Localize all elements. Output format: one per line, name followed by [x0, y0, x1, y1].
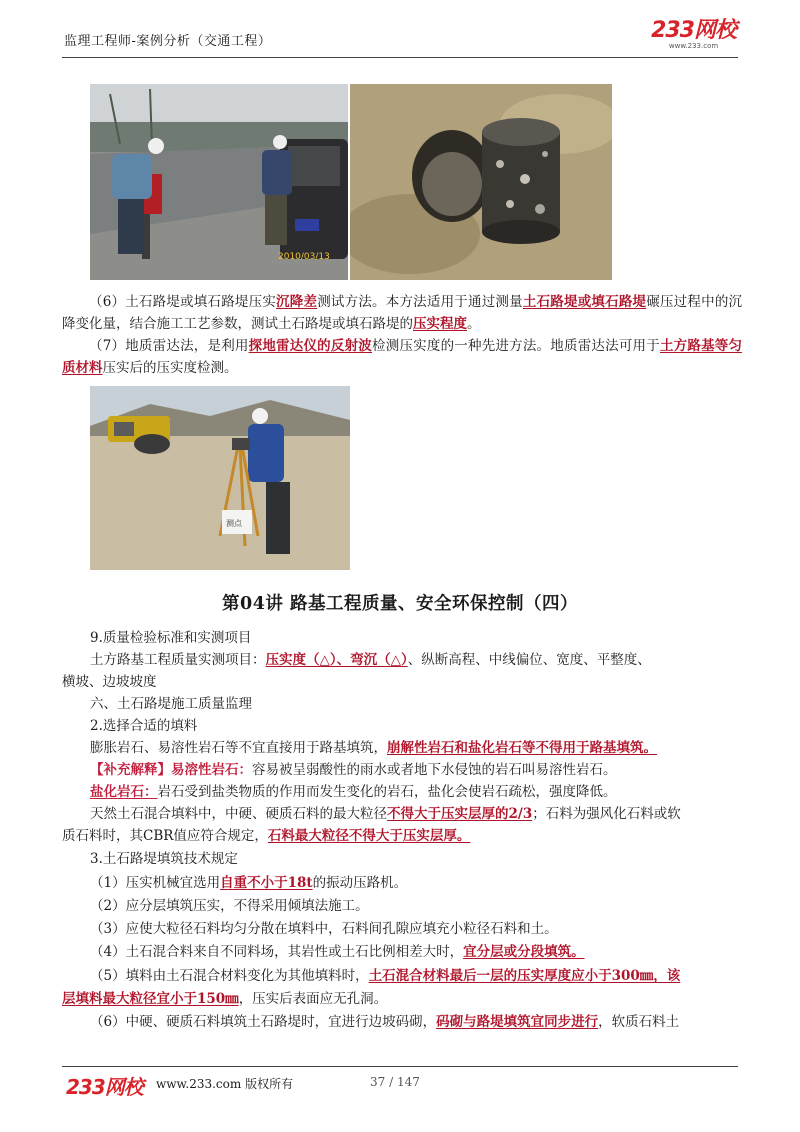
l15-text-a: （4）土石混合料来自不同料场，其岩性或土石比例相差大时，: [90, 944, 464, 960]
p7-keyword-2: 土方路基等匀质材料: [62, 338, 743, 376]
p7-text-b: 检测压实度的一种先进方法。地质雷达法可用于: [372, 338, 660, 354]
page-number: 37 / 147: [370, 1075, 420, 1089]
l2-keyword: 压实度（△）、弯沉（△）: [265, 652, 408, 668]
l9-text-a: 天然土石混合填料中，中硬、硬质石料的最大粒径: [90, 806, 387, 822]
l10-text-a: 质石料时，其CBR值应符合规定，: [62, 828, 268, 844]
l18-keyword: 码砌与路堤填筑宜同步进行: [436, 1014, 599, 1030]
p7-keyword-1: 探地雷达仪的反射波: [248, 338, 373, 354]
footer-copyright: www.233.com 版权所有: [156, 1077, 294, 1091]
l7-text: 容易被呈弱酸性的雨水或者地下水侵蚀的岩石叫易溶性岩石。: [252, 762, 617, 778]
l12-keyword: 自重不小于18t: [220, 875, 313, 891]
p7-text-c: 压实后的压实度检测。: [102, 360, 238, 376]
rule-item-5: [90, 965, 680, 987]
photo-core-sample: [350, 84, 612, 280]
l17-keyword: 层填料最大粒径宜小于150㎜: [62, 991, 239, 1007]
header-rule: [62, 57, 738, 58]
photo-gpr-survey: [90, 386, 350, 570]
l17-text: ，压实后表面应无孔洞。: [238, 991, 388, 1007]
rule-item-5-cont: [62, 988, 387, 1010]
heading-earth-rock-embankment: 六、土石路堤施工质量监理: [90, 696, 252, 712]
l16-text-a: （5）填料由土石混合材料变化为其他填料时，: [90, 968, 369, 984]
l12-text-b: 的振动压路机。: [312, 875, 408, 891]
line-unsuitable-rocks: [90, 737, 657, 759]
l12-text-a: （1）压实机械宜选用: [90, 875, 221, 891]
l10-keyword: 石料最大粒径不得大于压实层厚。: [267, 828, 471, 844]
p6-keyword-2: 土石路堤或填石路堤: [522, 294, 647, 310]
l8-highlight: 盐化岩石：: [90, 784, 158, 800]
l6-text-a: 膨胀岩石、易溶性岩石等不宜直接用于路基填筑，: [90, 740, 387, 756]
l18-text-b: ，软质石料土: [598, 1014, 680, 1030]
line-max-particle: [90, 803, 681, 825]
l2-text-b: 、纵断高程、中线偏位、宽度、平整度、: [407, 652, 651, 668]
heading-fill-rules: 3.土石路堤填筑技术规定: [90, 851, 238, 867]
line-salinized-rock: [90, 781, 617, 803]
l15-keyword: 宜分层或分段填筑。: [463, 944, 585, 960]
photo-date-stamp: 2010/03/13: [278, 252, 330, 262]
photo-settlement-test: [90, 84, 348, 280]
line-max-particle-cont: [62, 825, 470, 847]
line-measurement-items-cont: 横坡、边坡坡度: [62, 674, 157, 690]
paragraph-method-7: [62, 335, 742, 379]
logo-mark: 233网校: [651, 18, 736, 43]
p6-text-b: 测试方法。本方法适用于通过测量: [317, 294, 523, 310]
heading-quality-inspection: 9.质量检验标准和实测项目: [90, 630, 252, 646]
l8-text: 岩石受到盐类物质的作用而发生变化的岩石，盐化会使岩石疏松，强度降低。: [157, 784, 617, 800]
logo-url: www.233.com: [668, 42, 719, 50]
rule-item-4: [90, 941, 585, 963]
p6-text-a: （6）土石路堤或填石路堤压实: [89, 294, 277, 310]
brand-logo[interactable]: [651, 20, 736, 50]
p6-text-c: 碾压过程中的沉降变化量，结合施工工艺参数，测试土石路堤或填石路堤的: [62, 294, 743, 332]
photo-sign-text: 测点: [226, 519, 242, 528]
header-title: 监理工程师-案例分析（交通工程）: [64, 34, 272, 49]
rule-item-1: [90, 872, 407, 894]
l6-keyword: 崩解性岩石和盐化岩石等不得用于路基填筑。: [387, 740, 657, 756]
p7-text-a: （7）地质雷达法，是利用: [89, 338, 249, 354]
section-title: 第04讲 路基工程质量、安全环保控制（四）: [222, 594, 578, 614]
p6-keyword-3: 压实程度: [413, 316, 467, 332]
p6-keyword-1: 沉降差: [276, 294, 318, 310]
rule-item-6: [90, 1011, 679, 1033]
l16-keyword: 土石混合材料最后一层的压实厚度应小于300㎜，该: [368, 968, 681, 984]
footer-rule: [62, 1066, 738, 1067]
l7-highlight: 【补充解释】易溶性岩石：: [90, 762, 252, 778]
footer-logo[interactable]: 233网校: [66, 1075, 143, 1099]
rule-item-3: （3）应使大粒径石料均匀分散在填料中，石料间孔隙应填充小粒径石料和土。: [90, 921, 558, 937]
rule-item-2: （2）应分层填筑压实，不得采用倾填法施工。: [90, 898, 369, 914]
l2-text-a: 土方路基工程质量实测项目：: [90, 652, 266, 668]
p6-text-d: 。: [467, 316, 481, 332]
paragraph-method-6: [62, 291, 742, 335]
l18-text-a: （6）中硬、硬质石料填筑土石路堤时，宜进行边坡码砌，: [90, 1014, 437, 1030]
l9-text-b: ；石料为强风化石料或软: [532, 806, 681, 822]
line-supplement-soluble: [90, 759, 617, 781]
line-measurement-items: [90, 649, 651, 671]
heading-select-fill: 2.选择合适的填料: [90, 718, 198, 734]
l9-keyword: 不得大于压实层厚的2/3: [387, 806, 533, 822]
